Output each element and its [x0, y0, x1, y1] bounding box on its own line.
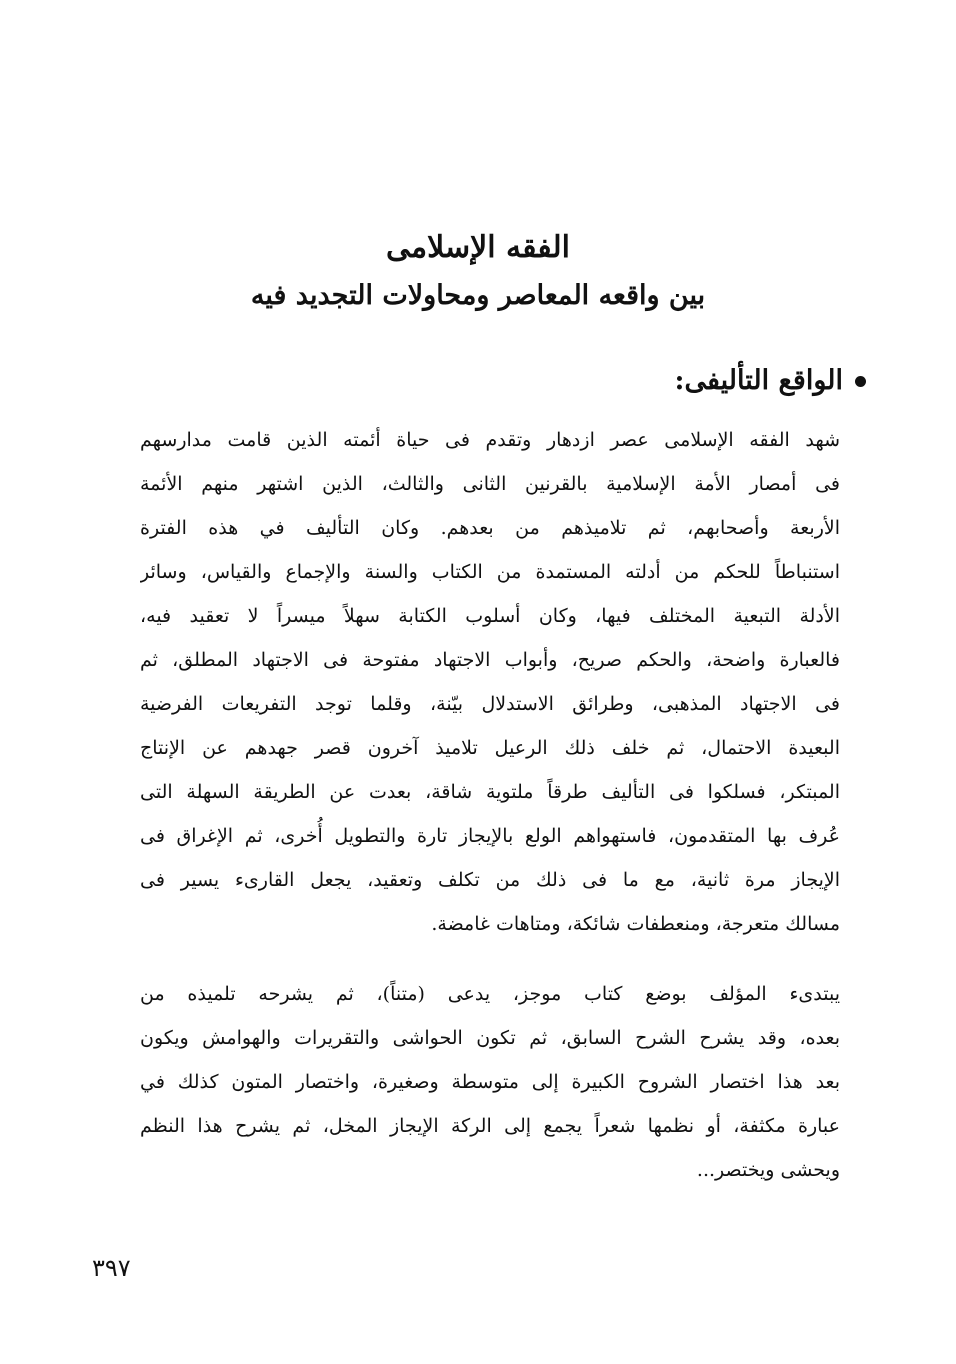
paragraph-line: عُرف بها المتقدمون، فاستهواهم الولع بالإيجاز تارة والتطويل أُخرى، ثم الإغراق فى	[140, 825, 840, 847]
paragraph-2	[140, 972, 840, 1192]
section-heading	[675, 362, 866, 400]
paragraph-line: فى الاجتهاد المذهبى، وطرائق الاستدلال بيّنة، وقلما توجد التفريعات الفرضية	[140, 693, 840, 715]
paragraph-line: شهد الفقه الإسلامى عصر ازدهار وتقدم فى حياة أئمته الذين قامت مدارسهم	[140, 429, 840, 451]
paragraph-line: المبتكر، فسلكوا فى التأليف طرقاً ملتوية شاقة، بعدت عن الطريقة السهلة التى	[140, 781, 840, 803]
paragraph-1	[140, 418, 840, 946]
paragraph-line: بعده، وقد يشرح الشرح السابق، ثم تكون الحواشى والتقريرات والهوامش ويكون	[140, 1027, 840, 1049]
paragraph-line: مسالك متعرجة، ومنعطفات شائكة، ومتاهات غامضة.	[431, 913, 840, 935]
paragraph-line: الإيجاز مرة ثانية، مع ما فى ذلك من تكلف وتعقيد، يجعل القارىء يسير فى	[140, 869, 840, 891]
paragraph-line: استنباطاً للحكم من أدلته المستمدة من الكتاب والسنة والإجماع والقياس، وسائر	[140, 561, 840, 583]
page-title: الفقه الإسلامى	[386, 230, 570, 265]
page-subtitle: بين واقعه المعاصر ومحاولات التجديد فيه	[250, 280, 706, 311]
paragraph-line: فالعبارة واضحة، والحكم صريح، وأبواب الاجتهاد مفتوحة فى الاجتهاد المطلق، ثم	[140, 649, 840, 671]
paragraph-line: ويحشى ويختصر...	[696, 1159, 840, 1181]
bullet-icon	[855, 376, 866, 387]
paragraph-line: الأدلة التبعية المختلف فيها، وكان أسلوب الكتابة سهلاً ميسراً لا تعقيد فيه،	[140, 605, 840, 627]
paragraph-line: الأربعة وأصحابهم، ثم تلاميذهم من بعدهم. وكان التأليف في هذه الفترة	[140, 517, 840, 539]
paragraph-line: فى أمصار الأمة الإسلامية بالقرنين الثانى والثالث، الذين اشتهر منهم الأئمة	[140, 473, 840, 495]
paragraph-line: البعيدة الاحتمال، ثم خلف ذلك الرعيل تلاميذ آخرون قصر جهدهم عن الإنتاج	[140, 737, 840, 759]
page-number: ٣٩٧	[92, 1254, 131, 1282]
section-heading-text: الواقع التأليفى:	[674, 365, 843, 396]
paragraph-line: عبارة مكثفة، أو نظمها شعراً يجمع إلى الركة الإيجاز المخل، ثم يشرح هذا النظم	[140, 1115, 840, 1137]
paragraph-line: يبتدىء المؤلف بوضع كتاب موجز، يدعى (متناً)، ثم يشرحه تلميذه من	[140, 983, 840, 1005]
paragraph-line: بعد هذا اختصار الشروح الكبيرة إلى متوسطة وصغيرة، واختصار المتون كذلك في	[140, 1071, 840, 1093]
